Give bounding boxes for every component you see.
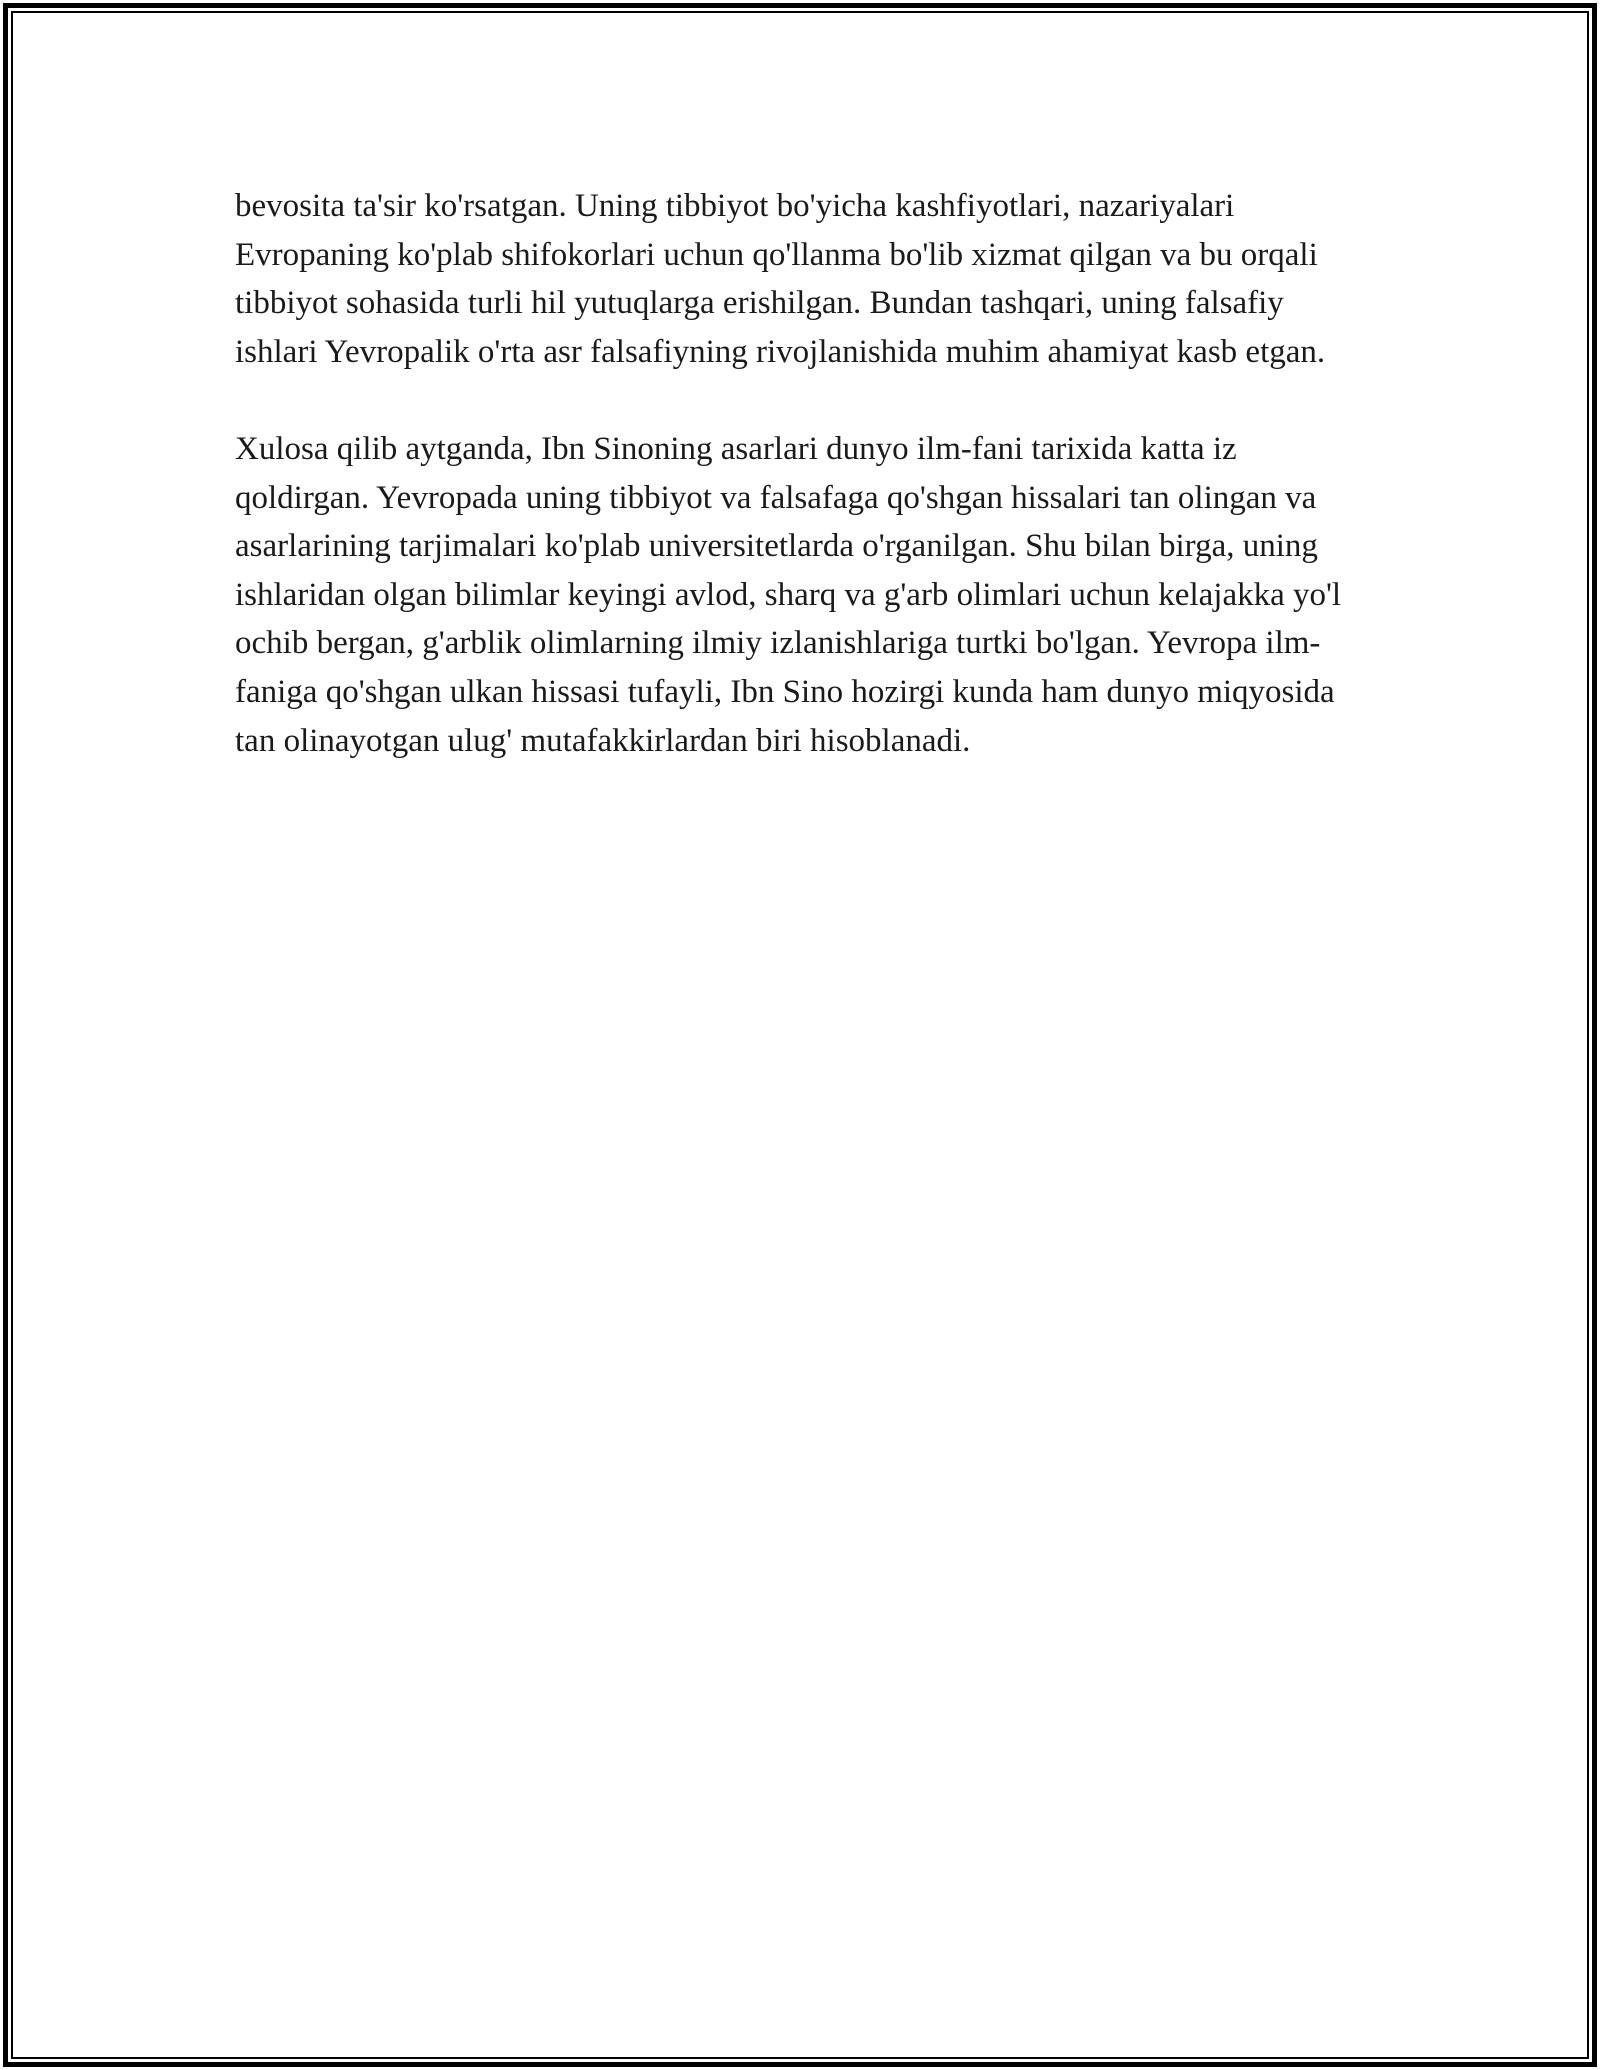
document-body xyxy=(235,182,1365,765)
paragraph-1: bevosita ta'sir ko'rsatgan. Uning tibbiyot bo'yicha kashfiyotlari, nazariyalari Evropaning ko'plab shifokorlari uchun qo'llanma bo'lib xizmat qilgan va bu orqali tibbiyot sohasida turli hil yutuqlarga erishilgan. Bundan tashqari, uning falsafiy ishlari Yevropalik o'rta asr falsafiyning rivojlanishida muhim ahamiyat kasb etgan. xyxy=(235,188,1326,370)
paragraph-2: Xulosa qilib aytganda, Ibn Sinoning asarlari dunyo ilm-fani tarixida katta iz qoldirgan. Yevropada uning tibbiyot va falsafaga qo'shgan hissalari tan olingan va asarlarining tarjimalari ko'plab universitetlarda o'rganilgan. Shu bilan birga, uning ishlaridan olgan bilimlar keyingi avlod, sharq va g'arb olimlari uchun kelajakka yo'l ochib bergan, g'arblik olimlarning ilmiy izlanishlariga turtki bo'lgan. Yevropa ilm-faniga qo'shgan ulkan hissasi tufayli, Ibn Sino hozirgi kunda ham dunyo miqyosida tan olinayotgan ulug' mutafakkirlardan biri hisoblanadi. xyxy=(235,430,1342,759)
